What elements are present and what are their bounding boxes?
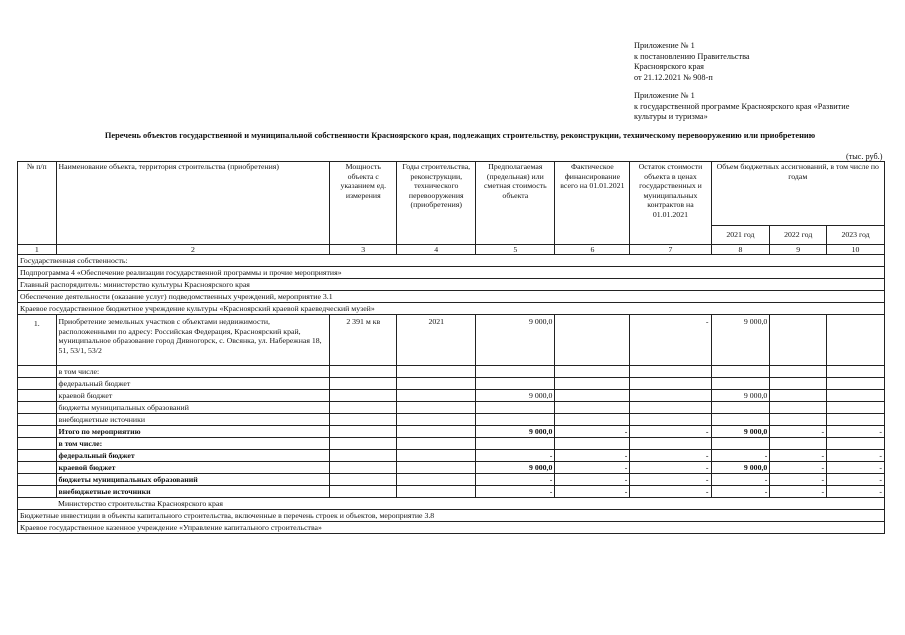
appendix-to-program [634, 91, 889, 123]
empty-cell [18, 390, 57, 402]
header-cost: Предполагаемая (предельная) или сметная стоимость объекта [476, 162, 555, 245]
section-row [18, 291, 885, 303]
breakdown-y1 [711, 378, 770, 390]
total-fin: - [555, 462, 630, 474]
section-ownership: Государственная собственность: [18, 255, 885, 267]
breakdown-fin [555, 390, 630, 402]
empty-cell [18, 426, 57, 438]
empty-cell [397, 426, 476, 438]
breakdown-row [18, 414, 885, 426]
item-capacity: 2 391 м кв [330, 315, 397, 366]
breakdown-label: бюджеты муниципальных образований [56, 402, 330, 414]
section-row [18, 303, 885, 315]
appendix-line: от 21.12.2021 № 908-п [634, 72, 713, 82]
empty-cell [397, 390, 476, 402]
appendix-line: Приложение № 1 [634, 91, 695, 100]
item-y2023 [827, 315, 885, 366]
total-label: краевой бюджет [56, 462, 330, 474]
total-cost [476, 438, 555, 450]
colnum: 6 [555, 245, 630, 255]
total-cost: 9 000,0 [476, 462, 555, 474]
empty-cell [330, 366, 397, 378]
empty-cell [397, 474, 476, 486]
ministry-name: Министерство строительства Красноярского края [56, 498, 884, 510]
total-fin: - [555, 486, 630, 498]
section-row [18, 279, 885, 291]
total-label: внебюджетные источники [56, 486, 330, 498]
total-cost: - [476, 474, 555, 486]
total-rem: - [630, 462, 711, 474]
empty-cell [18, 378, 57, 390]
empty-cell [330, 378, 397, 390]
breakdown-row [18, 402, 885, 414]
breakdown-cost [476, 366, 555, 378]
item-years: 2021 [397, 315, 476, 366]
total-y2: - [770, 426, 827, 438]
total-fin: - [555, 426, 630, 438]
empty-cell [330, 474, 397, 486]
empty-cell [330, 486, 397, 498]
breakdown-row [18, 390, 885, 402]
header-financed: Фактическое финансирование всего на 01.01.2021 [555, 162, 630, 245]
empty-cell [18, 414, 57, 426]
total-row [18, 486, 885, 498]
colnum: 2 [56, 245, 330, 255]
total-y1: 9 000,0 [711, 426, 770, 438]
total-y2 [770, 438, 827, 450]
breakdown-y3 [827, 378, 885, 390]
breakdown-y2 [770, 402, 827, 414]
breakdown-y1: 9 000,0 [711, 390, 770, 402]
appendix-line: Красноярского края [634, 62, 704, 72]
colnum: 3 [330, 245, 397, 255]
section-row [18, 510, 885, 522]
total-y2: - [770, 462, 827, 474]
empty-cell [397, 438, 476, 450]
breakdown-cost [476, 402, 555, 414]
colnum: 1 [18, 245, 57, 255]
breakdown-label: краевой бюджет [56, 390, 330, 402]
total-cost: - [476, 450, 555, 462]
total-y2: - [770, 474, 827, 486]
column-number-row [18, 245, 885, 255]
breakdown-fin [555, 378, 630, 390]
breakdown-rem [630, 402, 711, 414]
total-label: Итого по мероприятию [56, 426, 330, 438]
section-activity: Обеспечение деятельности (оказание услуг) подведомственных учреждений, мероприятие 3.1 [18, 291, 885, 303]
empty-cell [18, 366, 57, 378]
section-subprogram: Подпрограмма 4 «Обеспечение реализации государственной программы и прочие мероприятия» [18, 267, 885, 279]
empty-cell [18, 486, 57, 498]
empty-cell [330, 390, 397, 402]
unit-label: (тыс. руб.) [846, 152, 883, 161]
header-year-2021: 2021 год [711, 226, 770, 245]
total-y3: - [827, 474, 885, 486]
breakdown-y2 [770, 390, 827, 402]
empty-cell [18, 450, 57, 462]
breakdown-y2 [770, 366, 827, 378]
total-y3: - [827, 462, 885, 474]
breakdown-rem [630, 414, 711, 426]
total-y3: - [827, 486, 885, 498]
header-years: Годы строительства, реконструкции, технического перевооружения (приобретения) [397, 162, 476, 245]
breakdown-rem [630, 366, 711, 378]
item-y2022 [770, 315, 827, 366]
total-fin [555, 438, 630, 450]
empty-cell [397, 462, 476, 474]
empty-cell [397, 366, 476, 378]
section-institution: Краевое государственное бюджетное учреждение культуры «Красноярский краевой краеведческий музей» [18, 303, 885, 315]
colnum: 5 [476, 245, 555, 255]
breakdown-cost [476, 414, 555, 426]
appendix-to-resolution [634, 41, 884, 83]
total-y3 [827, 438, 885, 450]
breakdown-row [18, 366, 885, 378]
total-row [18, 450, 885, 462]
item-name: Приобретение земельных участков с объектами недвижимости, расположенными по адресу: Российская Федерация, Красноярский край, муниципальное образование город Дивногорск, с. Овсянка, ул. Набережная 18, 51, 53/1, 53/2 [56, 315, 330, 366]
empty-cell [397, 486, 476, 498]
total-rem: - [630, 486, 711, 498]
section-investments: Бюджетные инвестиции в объекты капитального строительства, включенные в перечень строек и объектов, мероприятие 3.8 [18, 510, 885, 522]
breakdown-y3 [827, 414, 885, 426]
empty-cell [330, 402, 397, 414]
empty-cell [18, 498, 57, 510]
colnum: 8 [711, 245, 770, 255]
empty-cell [397, 402, 476, 414]
appendix-line: к государственной программе Красноярского края «Развитие [634, 101, 850, 111]
empty-cell [397, 450, 476, 462]
total-y1 [711, 438, 770, 450]
empty-cell [18, 462, 57, 474]
empty-cell [397, 414, 476, 426]
colnum: 4 [397, 245, 476, 255]
total-fin: - [555, 450, 630, 462]
total-rem: - [630, 426, 711, 438]
section-row [18, 267, 885, 279]
empty-cell [330, 462, 397, 474]
header-num: № п/п [18, 162, 57, 245]
objects-table [17, 161, 885, 534]
breakdown-cost: 9 000,0 [476, 390, 555, 402]
total-y1: 9 000,0 [711, 462, 770, 474]
colnum: 7 [630, 245, 711, 255]
appendix-line: к постановлению Правительства [634, 51, 750, 61]
header-row [18, 162, 885, 226]
total-row [18, 462, 885, 474]
item-y2021: 9 000,0 [711, 315, 770, 366]
item-remaining: - [630, 315, 711, 366]
empty-cell [18, 474, 57, 486]
item-financed [555, 315, 630, 366]
section-construction-office: Краевое государственное казенное учреждение «Управление капитального строительства» [18, 522, 885, 534]
breakdown-fin [555, 402, 630, 414]
total-row [18, 438, 885, 450]
breakdown-y1 [711, 414, 770, 426]
breakdown-y2 [770, 378, 827, 390]
breakdown-fin [555, 414, 630, 426]
total-y3: - [827, 450, 885, 462]
breakdown-label: в том числе: [56, 366, 330, 378]
breakdown-y1 [711, 366, 770, 378]
breakdown-rem [630, 378, 711, 390]
total-y1: - [711, 450, 770, 462]
breakdown-label: внебюджетные источники [56, 414, 330, 426]
breakdown-rem [630, 390, 711, 402]
empty-cell [18, 438, 57, 450]
item-row [18, 315, 885, 366]
header-year-2023: 2023 год [827, 226, 885, 245]
breakdown-cost [476, 378, 555, 390]
breakdown-y3 [827, 402, 885, 414]
empty-cell [18, 402, 57, 414]
breakdown-y1 [711, 402, 770, 414]
total-y3: - [827, 426, 885, 438]
breakdown-y2 [770, 414, 827, 426]
breakdown-row [18, 378, 885, 390]
empty-cell [330, 450, 397, 462]
header-budget: Объем бюджетных ассигнований, в том числе по годам [711, 162, 884, 226]
total-label: федеральный бюджет [56, 450, 330, 462]
total-y1: - [711, 474, 770, 486]
empty-cell [397, 378, 476, 390]
item-cost: 9 000,0 [476, 315, 555, 366]
appendix-line: культуры и туризма» [634, 112, 708, 122]
total-row [18, 426, 885, 438]
empty-cell [330, 414, 397, 426]
document-title: Перечень объектов государственной и муниципальной собственности Красноярского края, подлежащих строительству, реконструкции, техническому перевооружению или приобретению [104, 131, 816, 140]
section-row [18, 255, 885, 267]
total-y2: - [770, 450, 827, 462]
total-label: бюджеты муниципальных образований [56, 474, 330, 486]
total-y2: - [770, 486, 827, 498]
breakdown-fin [555, 366, 630, 378]
header-year-2022: 2022 год [770, 226, 827, 245]
header-capacity: Мощность объекта с указанием ед. измерения [330, 162, 397, 245]
colnum: 9 [770, 245, 827, 255]
total-fin: - [555, 474, 630, 486]
total-cost: - [476, 486, 555, 498]
header-remaining: Остаток стоимости объекта в ценах государственных и муниципальных контрактов на 01.01.2021 [630, 162, 711, 245]
section-row [18, 522, 885, 534]
breakdown-y3 [827, 366, 885, 378]
breakdown-label: федеральный бюджет [56, 378, 330, 390]
empty-cell [330, 438, 397, 450]
colnum: 10 [827, 245, 885, 255]
total-row [18, 474, 885, 486]
total-rem: - [630, 450, 711, 462]
appendix-line: Приложение № 1 [634, 41, 695, 50]
empty-cell [330, 426, 397, 438]
total-rem [630, 438, 711, 450]
ministry-row [18, 498, 885, 510]
header-name: Наименование объекта, территория строительства (приобретения) [56, 162, 330, 245]
section-main-manager: Главный распорядитель: министерство культуры Красноярского края [18, 279, 885, 291]
item-num: 1. [18, 315, 57, 366]
total-rem: - [630, 474, 711, 486]
breakdown-y3 [827, 390, 885, 402]
total-cost: 9 000,0 [476, 426, 555, 438]
total-label: в том числе: [56, 438, 330, 450]
total-y1: - [711, 486, 770, 498]
